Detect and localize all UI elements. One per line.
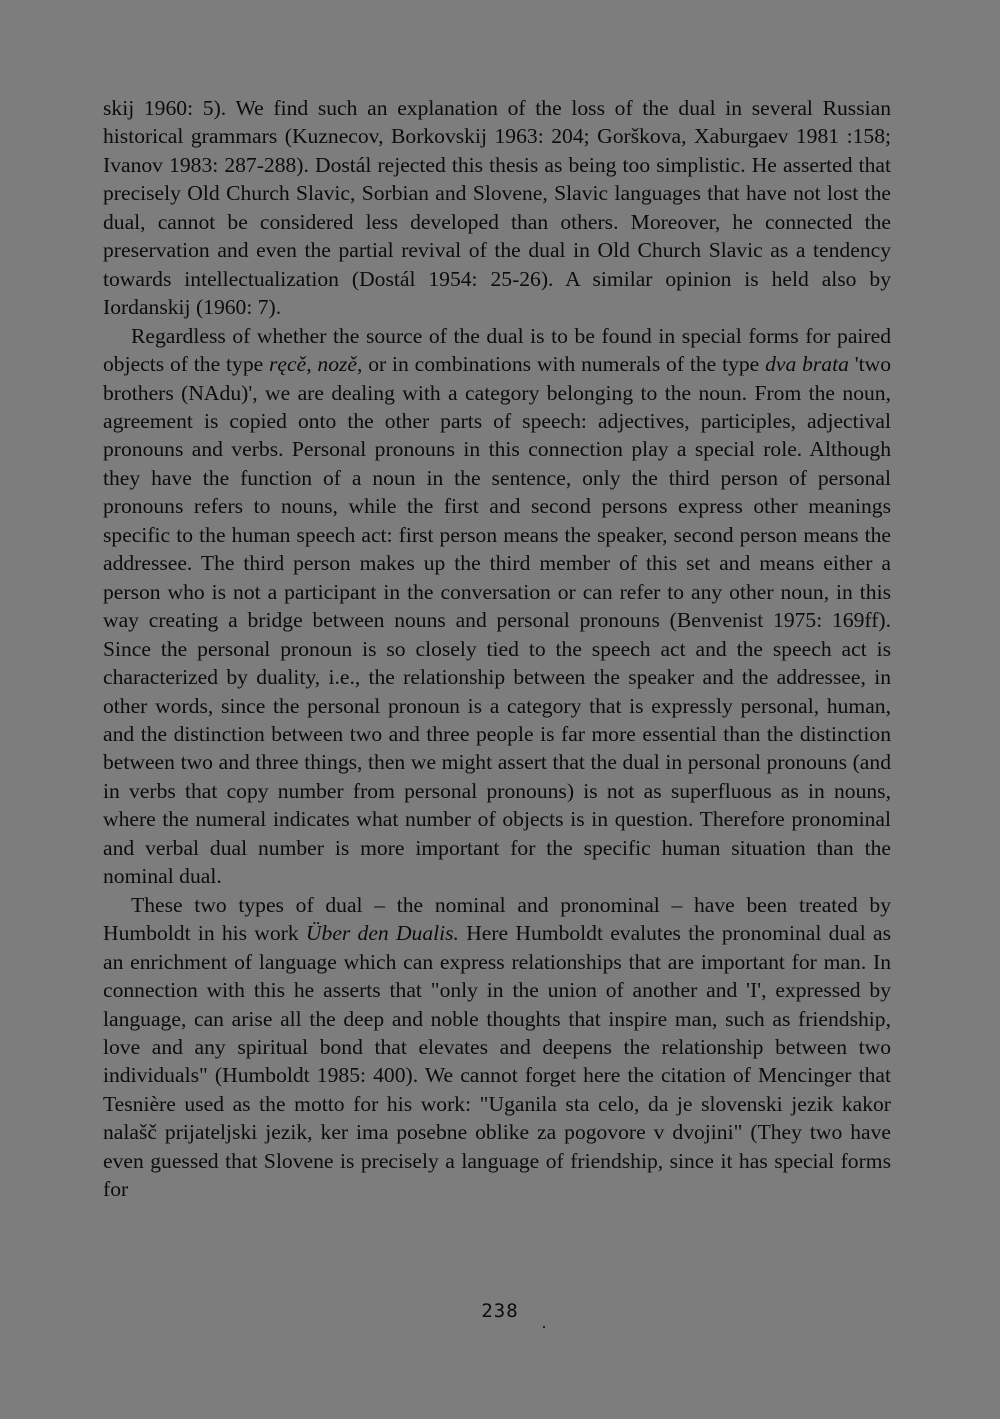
italic-work-title: Über den Dualis. [305, 921, 459, 946]
paragraph-3 [103, 891, 891, 1204]
paragraph-2 [103, 322, 891, 891]
body-text [103, 94, 891, 1204]
paragraph-2-text-a: Regardless of whether the source of the dual is to be found in special forms for paired objects of the type [103, 323, 891, 377]
paragraph-3-text-b: Here Humboldt evalutes the pronominal dual as an enrichment of language which can express relationships that are important for man. In connection with this he asserts that "only in the union of another and 'I', expressed by language, can arise all the deep and noble thoughts that inspire man, such as friendship, love and any spiritual bond that elevates and deepens the relationship between two individuals" (Humboldt 1985: 400). We cannot forget here the citation of Mencinger that Tesnière used as the motto for his work: "Uganila sta celo, da je slovenski jezik kakor nalašč prijateljski jezik, ker ima posebne oblike za pogovore v dvojini" (They two have even guessed that Slovene is precisely a language of friendship, since it has special forms for [103, 921, 892, 1202]
scan-speck [543, 1326, 545, 1328]
paragraph-2-text-c: 'two brothers (NAdu)', we are dealing with a category belonging to the noun. From the noun, agreement is copied onto the other parts of speech: adjectives, participles, adjectival pronouns and verbs. Personal pronouns in this connection play a special role. Although they have the function of a noun in the sentence, only the third person of personal pronouns refers to nouns, while the first and second persons express other meanings specific to the human speech act: first person means the speaker, second person means the addressee. The third person makes up the third member of this set and means either a person who is not a participant in the conversation or can refer to any other noun, in this way creating a bridge between nouns and personal pronouns (Benvenist 1975: 169ff). Since the personal pronoun is so closely tied to the speech act and the speech act is characterized by duality, i.e., the relationship between the speaker and the addressee, in other words, since the personal pronoun is a category that is expressly personal, human, and the distinction between two and three people is far more essential than the distinction between two and three things, then we might assert that the dual in personal pronouns (and in verbs that copy number from personal pronouns) is not as superfluous as in nouns, where the numeral indicates what number of objects is in question. Therefore pronominal and verbal dual number is more important for the specific human situation than the nominal dual. [103, 352, 892, 889]
italic-example-dva-brata: dva brata [765, 352, 849, 377]
paragraph-2-text-b: or in combinations with numerals of the type [362, 352, 766, 377]
paragraph-3-text-a: These two types of dual – the nominal and pronominal – have been treated by Humboldt in his work [103, 892, 891, 946]
paragraph-1 [103, 94, 891, 322]
page-number: 238 [481, 1300, 519, 1322]
paragraph-1-text: skij 1960: 5). We find such an explanation of the loss of the dual in several Russian historical grammars (Kuznecov, Borkovskij 1963: 204; Gorškova, Xaburgaev 1981 :158; Ivanov 1983: 287-288). Dostál rejected this thesis as being too simplistic. He asserted that precisely Old Church Slavic, Sorbian and Slovene, Slavic languages that have not lost the dual, cannot be considered less developed than others. Moreover, he connected the preservation and even the partial revival of the dual in Old Church Slavic as a tendency towards intellectualization (Dostál 1954: 25-26). A similar opinion is held also by Iordanskij (1960: 7). [103, 96, 891, 320]
italic-example-forms: ręcě, nozě, [269, 352, 363, 377]
